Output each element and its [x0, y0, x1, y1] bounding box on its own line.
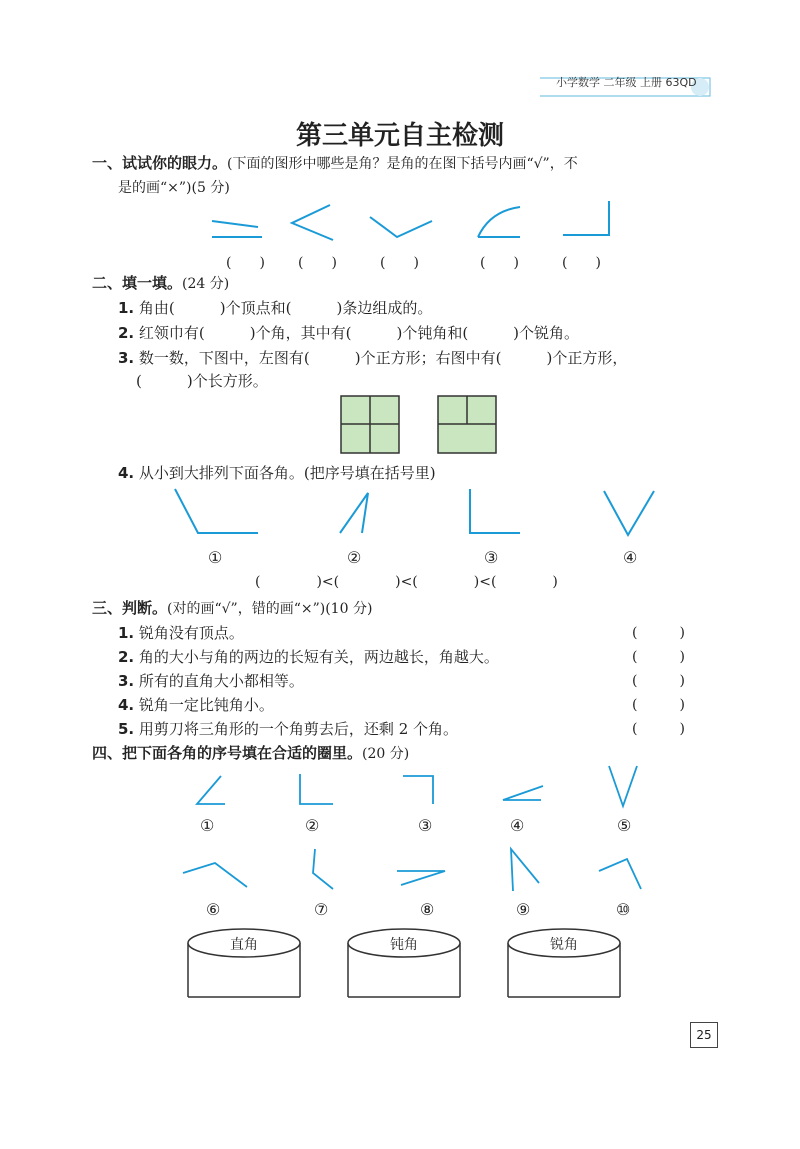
s2-q2-num: 2. — [118, 324, 135, 342]
s3-item-2-answer[interactable]: ( ) — [632, 649, 685, 665]
s4-angle-8 — [397, 871, 445, 885]
s3-item-5 — [118, 718, 458, 739]
s3-item-4-answer[interactable]: ( ) — [632, 697, 685, 713]
s1-paren-3[interactable]: ( ) — [380, 255, 419, 271]
s4-angle-3 — [403, 776, 433, 804]
section-3-note: (对的画“√”，错的画“×”)(10 分) — [167, 601, 373, 617]
figure-e — [563, 201, 609, 235]
s4-angles-row-2 — [175, 845, 655, 895]
figure-d — [478, 207, 520, 237]
s4-angle-7 — [313, 849, 333, 889]
section-1-note: (下面的图形中哪些是角？是角的在图下括号内画“√”，不 — [227, 156, 578, 172]
s3-item-4-text: 锐角一定比钝角小。 — [138, 696, 274, 714]
s3-item-5-text: 用剪刀将三角形的一个角剪去后，还剩 2 个角。 — [138, 720, 459, 738]
header-text: 小学数学 二年级 上册 63QD — [556, 76, 697, 89]
s1-paren-1[interactable]: ( ) — [226, 255, 265, 271]
s3-item-2 — [118, 646, 499, 667]
s4-label-9: ⑨ — [516, 900, 531, 919]
s2-q1 — [118, 297, 432, 318]
s3-item-5-num: 5. — [118, 720, 135, 738]
s2-q1-text: 角由( )个顶点和( )条边组成的。 — [138, 299, 433, 317]
square-grids — [338, 393, 508, 457]
s4-label-1: ① — [200, 816, 215, 835]
left-grid — [341, 396, 399, 453]
s3-item-2-text: 角的大小与角的两边的长短有关，两边越长，角越大。 — [138, 648, 499, 666]
s4-label-4: ④ — [510, 816, 525, 835]
s4-angle-5 — [609, 766, 637, 806]
s3-item-1-num: 1. — [118, 624, 135, 642]
s2-q1-num: 1. — [118, 299, 135, 317]
figure-c — [370, 217, 432, 237]
s4-label-6: ⑥ — [206, 900, 221, 919]
section-1-title: 一、试试你的眼力。 — [92, 154, 228, 172]
q4-angle-1 — [175, 489, 258, 533]
s1-paren-4[interactable]: ( ) — [480, 255, 519, 271]
s4-angles-row-1 — [185, 762, 655, 812]
s3-item-1 — [118, 622, 244, 643]
s4-angle-9 — [511, 849, 539, 891]
section-4-heading — [92, 742, 409, 763]
s2-q4 — [118, 462, 436, 483]
bin-label-obtuse: 钝角 — [390, 937, 418, 953]
q4-angle-4 — [604, 491, 654, 535]
s3-item-5-answer[interactable]: ( ) — [632, 721, 685, 737]
s4-label-3: ③ — [418, 816, 433, 835]
s4-label-5: ⑤ — [617, 816, 632, 835]
s3-item-1-answer[interactable]: ( ) — [632, 625, 685, 641]
s4-angle-2 — [300, 774, 333, 804]
section-4-title: 四、把下面各角的序号填在合适的圈里。 — [92, 744, 363, 762]
s4-angle-1 — [197, 776, 225, 804]
section-4-score: (20 分) — [362, 746, 410, 762]
bin-label-right: 直角 — [230, 937, 258, 953]
s3-item-3-answer[interactable]: ( ) — [632, 673, 685, 689]
q4-label-3: ③ — [484, 548, 499, 567]
s3-item-3 — [118, 670, 304, 691]
section-2-heading — [92, 272, 229, 293]
s4-label-2: ② — [305, 816, 320, 835]
s3-item-4-num: 4. — [118, 696, 135, 714]
q4-angle-3 — [470, 489, 520, 533]
q4-label-4: ④ — [623, 548, 638, 567]
s2-q3 — [118, 347, 627, 368]
page-title: 第三单元自主检测 — [295, 121, 504, 151]
s3-item-3-num: 3. — [118, 672, 135, 690]
section-2-score: (24 分) — [182, 276, 230, 292]
section-1-note-cont: 是的画“×”)(5 分) — [118, 180, 230, 196]
s4-label-7: ⑦ — [314, 900, 329, 919]
section-3-heading — [92, 597, 372, 618]
s1-paren-5[interactable]: ( ) — [562, 255, 601, 271]
q4-order-blanks[interactable]: ( )<( )<( )<( ) — [255, 574, 558, 590]
s4-label-8: ⑧ — [420, 900, 435, 919]
right-grid — [438, 396, 496, 453]
s2-q3-num: 3. — [118, 349, 135, 367]
figure-a — [212, 221, 262, 237]
s2-q3-text: 数一数，下图中，左图有( )个正方形；右图中有( )个正方形， — [138, 349, 628, 367]
s3-item-4 — [118, 694, 274, 715]
s2-q4-text: 从小到大排列下面各角。(把序号填在括号里) — [138, 464, 436, 482]
s2-q3-cont: ( )个长方形。 — [136, 372, 268, 390]
s2-q4-num: 4. — [118, 464, 135, 482]
s4-angle-6 — [183, 863, 247, 887]
s4-angle-4 — [503, 786, 543, 800]
figure-b — [292, 205, 333, 240]
page-number: 25 — [690, 1022, 718, 1048]
q4-angle-2 — [340, 493, 368, 533]
section-2-title: 二、填一填。 — [92, 274, 183, 292]
s3-item-3-text: 所有的直角大小都相等。 — [138, 672, 304, 690]
s3-item-1-text: 锐角没有顶点。 — [138, 624, 244, 642]
s2-q2-text: 红领巾有( )个角，其中有( )个钝角和( )个锐角。 — [138, 324, 580, 342]
section-1-heading — [92, 152, 578, 173]
q4-label-2: ② — [347, 548, 362, 567]
s3-item-2-num: 2. — [118, 648, 135, 666]
q4-label-1: ① — [208, 548, 223, 567]
q4-angles — [170, 485, 670, 545]
s4-label-10: ⑩ — [616, 900, 631, 919]
s2-q2 — [118, 322, 579, 343]
s4-angle-10 — [599, 859, 641, 889]
bin-label-acute: 锐角 — [550, 937, 578, 953]
s1-paren-2[interactable]: ( ) — [298, 255, 337, 271]
section-1-figures — [200, 195, 630, 250]
section-3-title: 三、判断。 — [92, 599, 168, 617]
